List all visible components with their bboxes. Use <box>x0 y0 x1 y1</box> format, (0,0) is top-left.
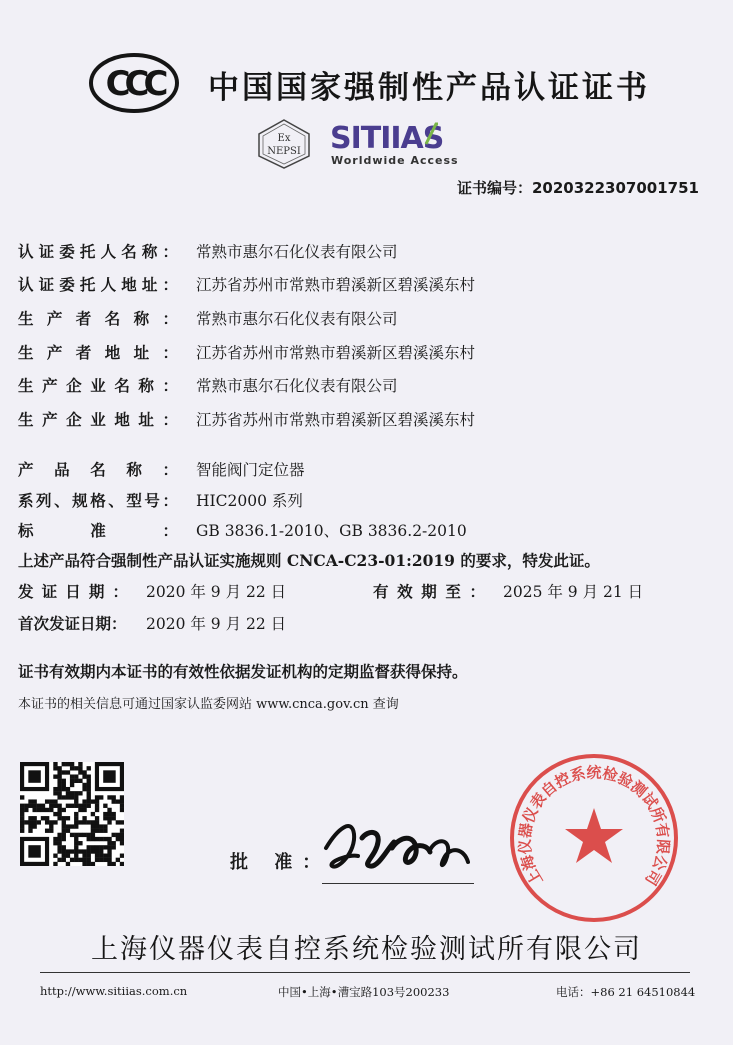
field-row <box>18 273 475 295</box>
valid-until-label: 有效期至： <box>373 582 485 601</box>
ccc-logo-text: CCC <box>105 64 163 104</box>
sitiias-tagline: Worldwide Access <box>331 154 459 167</box>
factory-name-label: 生产企业名称： <box>18 376 178 395</box>
field-row <box>18 240 398 262</box>
footer-url[interactable]: http://www.sitiias.com.cn <box>40 984 188 998</box>
footer-phone: 电话：+86 21 64510844 <box>556 985 696 999</box>
footer-divider <box>40 972 690 973</box>
field-row <box>18 307 398 329</box>
issuing-organization: 上海仪器仪表自控系统检验测试所有限公司 <box>91 934 642 965</box>
issue-date-value: 2020 年 9 月 22 日 <box>146 583 287 601</box>
field-row <box>18 341 475 363</box>
factory-address-label: 生产企业地址： <box>18 410 178 429</box>
manufacturer-name-label: 生产者名称： <box>18 309 178 328</box>
issue-date-row <box>18 580 286 602</box>
first-issue-label: 首次发证日期： <box>18 614 127 633</box>
certificate-number-value: 2020322307001751 <box>532 179 699 197</box>
sitiias-logo <box>330 118 480 170</box>
standard-label: 标准： <box>18 521 178 540</box>
footer-address: 中国•上海•漕宝路103号200233 <box>278 985 450 999</box>
signature-line <box>322 883 474 884</box>
seal-text: 上海仪器仪表自控系统检验测试所有限公司 <box>515 763 673 889</box>
svg-text:NEPSI: NEPSI <box>267 146 301 157</box>
product-model-value: HIC2000 系列 <box>196 492 303 510</box>
standard-value: GB 3836.1-2010、GB 3836.2-2010 <box>196 522 467 540</box>
applicant-address-label: 认证委托人地址： <box>18 275 178 294</box>
first-issue-row <box>18 612 286 634</box>
page-title: 中国国家强制性产品认证证书 <box>208 70 650 106</box>
factory-name-value: 常熟市惠尔石化仪表有限公司 <box>196 377 398 395</box>
ccc-logo <box>88 52 180 114</box>
qr-code <box>20 762 124 866</box>
standard-row <box>18 519 467 541</box>
product-model-label: 系列、规格、型号： <box>18 491 178 510</box>
manufacturer-address-value: 江苏省苏州市常熟市碧溪新区碧溪溪东村 <box>196 344 476 362</box>
official-seal <box>508 752 680 924</box>
manufacturer-name-value: 常熟市惠尔石化仪表有限公司 <box>196 310 398 328</box>
compliance-statement: 上述产品符合强制性产品认证实施规则 CNCA-C23-01:2019 的要求，特发此证。 <box>18 551 600 570</box>
certificate-number-label: 证书编号： <box>456 179 532 197</box>
nepsi-logo <box>256 118 312 170</box>
product-name-label: 产品名称： <box>18 460 178 479</box>
product-model-row <box>18 489 303 511</box>
valid-until-row <box>373 580 643 602</box>
applicant-address-value: 江苏省苏州市常熟市碧溪新区碧溪溪东村 <box>196 276 476 294</box>
product-name-row <box>18 458 305 480</box>
validity-note: 证书有效期内本证书的有效性依据发证机构的定期监督获得保持。 <box>18 662 468 681</box>
applicant-name-value: 常熟市惠尔石化仪表有限公司 <box>196 243 398 261</box>
query-note: 本证书的相关信息可通过国家认监委网站 www.cnca.gov.cn 查询 <box>18 697 399 712</box>
field-row <box>18 408 475 430</box>
svg-text:Ex: Ex <box>277 133 291 144</box>
field-row <box>18 374 398 396</box>
valid-until-value: 2025 年 9 月 21 日 <box>503 583 644 601</box>
signature <box>318 808 478 886</box>
sitiias-brand-text: SITIIAS <box>330 121 444 156</box>
certificate-number <box>457 177 699 198</box>
first-issue-value: 2020 年 9 月 22 日 <box>146 615 287 633</box>
issue-date-label: 发证日期： <box>18 582 128 601</box>
applicant-name-label: 认证委托人名称： <box>18 242 178 261</box>
approval-label: 批 准： <box>230 852 331 873</box>
product-name-value: 智能阀门定位器 <box>196 461 305 479</box>
factory-address-value: 江苏省苏州市常熟市碧溪新区碧溪溪东村 <box>196 411 476 429</box>
manufacturer-address-label: 生产者地址： <box>18 343 178 362</box>
